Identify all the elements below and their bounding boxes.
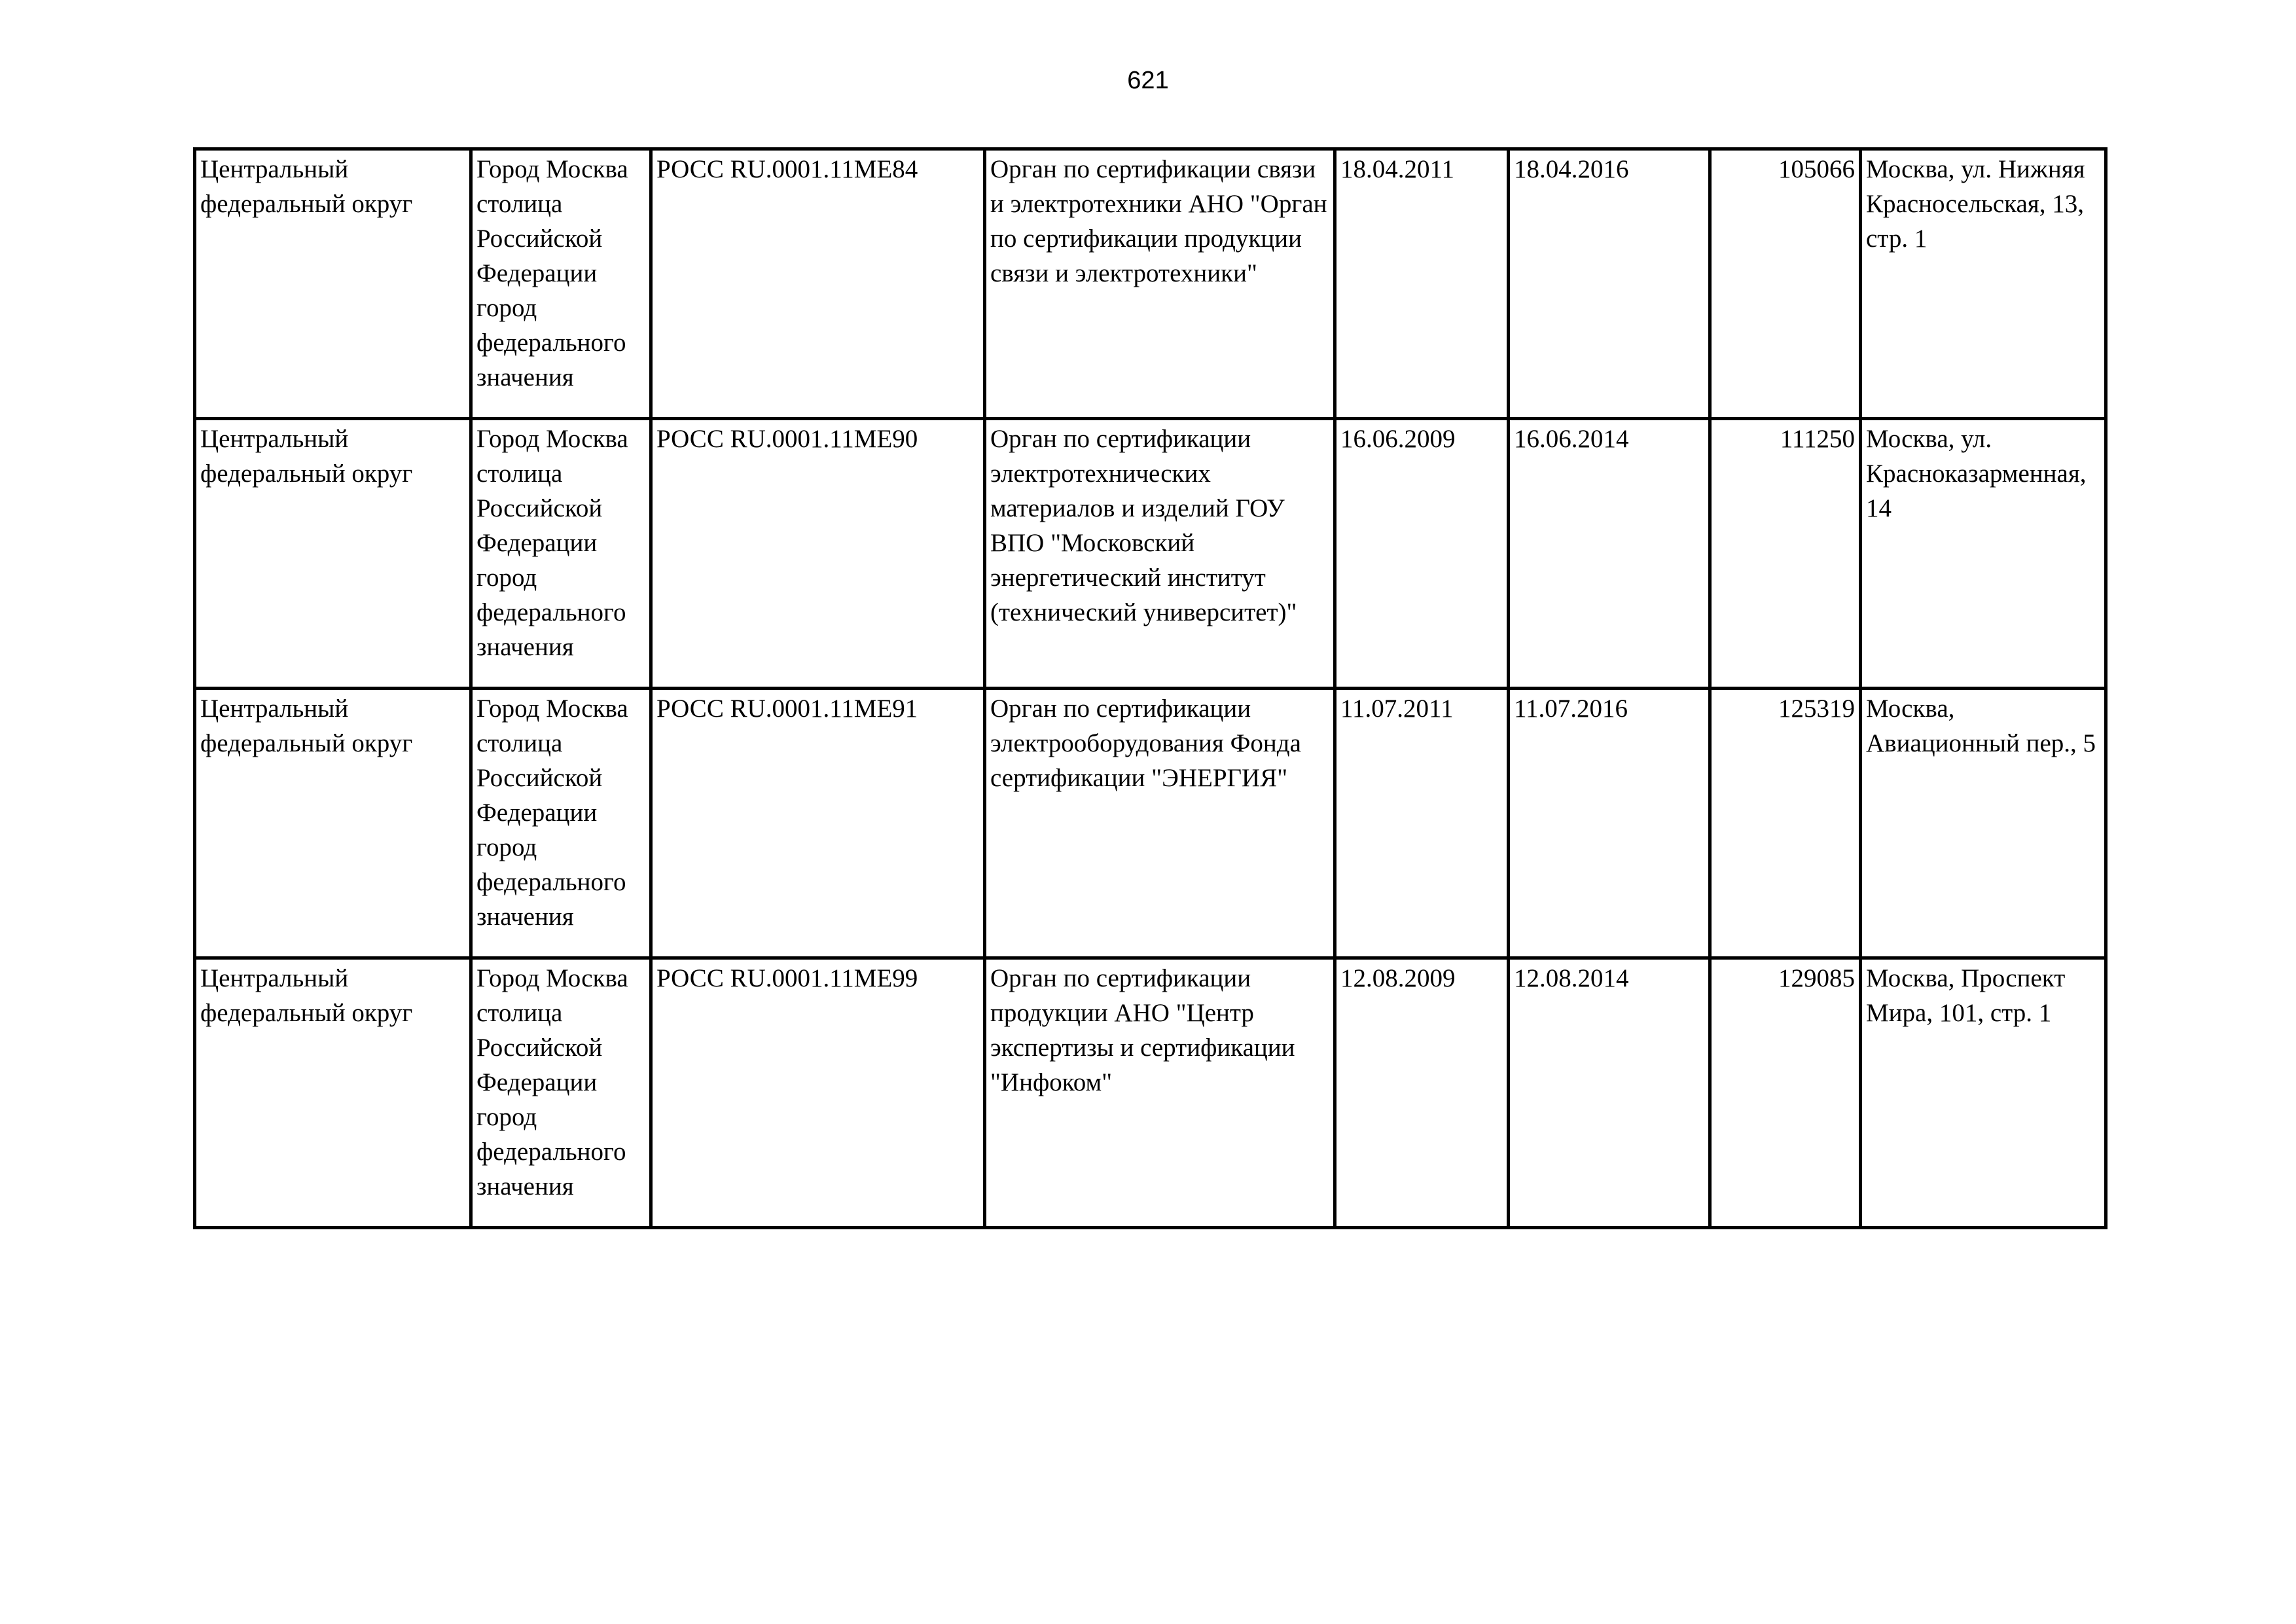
organization-cell: Орган по сертификации продукции АНО "Центр экспертизы и сертификации "Инфоком" — [985, 958, 1335, 1228]
date-to-cell: 18.04.2016 — [1509, 149, 1710, 419]
date-from-cell: 12.08.2009 — [1335, 958, 1509, 1228]
date-from-cell: 11.07.2011 — [1335, 689, 1509, 958]
date-to-cell: 12.08.2014 — [1509, 958, 1710, 1228]
date-to-cell: 11.07.2016 — [1509, 689, 1710, 958]
address-cell: Москва, ул. Красноказарменная, 14 — [1861, 419, 2106, 689]
table-row — [195, 958, 2106, 1228]
table-row — [195, 149, 2106, 419]
district-cell: Центральный федеральный округ — [195, 419, 471, 689]
organization-cell: Орган по сертификации электрооборудования Фонда сертификации "ЭНЕРГИЯ" — [985, 689, 1335, 958]
table-row — [195, 689, 2106, 958]
region-cell: Город Москва столица Российской Федерации город федерального значения — [471, 419, 651, 689]
address-cell: Москва, ул. Нижняя Красносельская, 13, стр. 1 — [1861, 149, 2106, 419]
district-cell: Центральный федеральный округ — [195, 958, 471, 1228]
certificate-code-cell: РОСС RU.0001.11МЕ90 — [651, 419, 985, 689]
region-cell: Город Москва столица Российской Федерации город федерального значения — [471, 689, 651, 958]
certification-bodies-table — [193, 147, 2108, 1229]
address-cell: Москва, Проспект Мира, 101, стр. 1 — [1861, 958, 2106, 1228]
date-from-cell: 16.06.2009 — [1335, 419, 1509, 689]
date-from-cell: 18.04.2011 — [1335, 149, 1509, 419]
organization-cell: Орган по сертификации электротехнических материалов и изделий ГОУ ВПО "Московский энергетический институт (технический университет)" — [985, 419, 1335, 689]
certificate-code-cell: РОСС RU.0001.11МЕ99 — [651, 958, 985, 1228]
district-cell: Центральный федеральный округ — [195, 689, 471, 958]
postal-code-cell: 105066 — [1710, 149, 1861, 419]
address-cell: Москва, Авиационный пер., 5 — [1861, 689, 2106, 958]
certificate-code-cell: РОСС RU.0001.11МЕ84 — [651, 149, 985, 419]
postal-code-cell: 129085 — [1710, 958, 1861, 1228]
region-cell: Город Москва столица Российской Федерации город федерального значения — [471, 958, 651, 1228]
page-number: 621 — [1127, 67, 1169, 94]
date-to-cell: 16.06.2014 — [1509, 419, 1710, 689]
organization-cell: Орган по сертификации связи и электротехники АНО "Орган по сертификации продукции связи и электротехники" — [985, 149, 1335, 419]
postal-code-cell: 125319 — [1710, 689, 1861, 958]
certificate-code-cell: РОСС RU.0001.11МЕ91 — [651, 689, 985, 958]
district-cell: Центральный федеральный округ — [195, 149, 471, 419]
table-row — [195, 419, 2106, 689]
postal-code-cell: 111250 — [1710, 419, 1861, 689]
region-cell: Город Москва столица Российской Федерации город федерального значения — [471, 149, 651, 419]
